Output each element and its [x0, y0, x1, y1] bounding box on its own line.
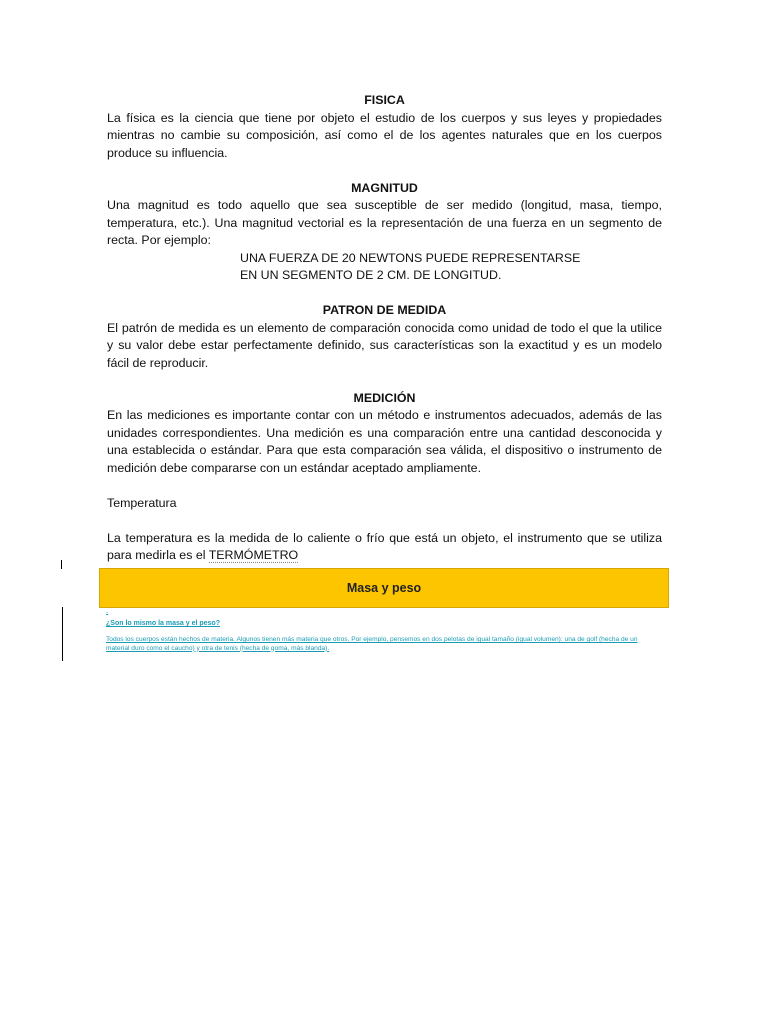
margin-marker	[61, 560, 62, 569]
example-line-1: UNA FUERZA DE 20 NEWTONS PUEDE REPRESENTARSE	[240, 250, 581, 265]
question-link[interactable]: ¿Son lo mismo la masa y el peso?	[106, 620, 220, 627]
heading-patron: PATRON DE MEDIDA	[322, 303, 447, 317]
heading-magnitud: MAGNITUD	[351, 180, 418, 195]
margin-bar	[62, 607, 63, 661]
heading-fisica: FISICA	[364, 93, 405, 107]
paragraph-temperatura	[107, 530, 662, 565]
heading-temperatura: Temperatura	[107, 495, 177, 510]
dot-link[interactable]: .	[106, 606, 109, 615]
heading-medicion: MEDICIÓN	[353, 390, 416, 405]
body-link[interactable]: Todos los cuerpos están hechos de materia. Algunos tienen más materia que otros. Por ejemplo, pensemos en dos pelotas de igual tamaño (igual volumen): una de golf (hecha de un material duro como el caucho) y otra de tenis (hecha de goma, más blanda).	[106, 636, 638, 652]
masa-peso-banner	[99, 568, 669, 608]
example-line-2: EN UN SEGMENTO DE 2 CM. DE LONGITUD.	[240, 268, 502, 282]
paragraph-magnitud: Una magnitud es todo aquello que sea susceptible de ser medido (longitud, masa, tiempo, temperatura, etc.). Una magnitud vectorial es la representación de una fuerza en un segmento de recta. Por ejemplo:	[107, 198, 662, 247]
term-termometro: TERMÓMETRO	[208, 548, 299, 562]
paragraph-patron: El patrón de medida es un elemento de comparación conocida como unidad de todo el que la utilice y su valor debe estar perfectamente definido, sus características son la exactitud y es un modelo fácil de reproducir.	[107, 320, 662, 370]
paragraph-fisica: La física es la ciencia que tiene por objeto el estudio de los cuerpos y sus leyes y propiedades mientras no cambie su composición, así como el de los agentes naturales que en los cuerpos produce su influencia.	[107, 110, 662, 160]
temperatura-text: La temperatura es la medida de lo caliente o frío que está un objeto, el instrumento que se utiliza para medirla es el	[107, 530, 662, 562]
banner-title: Masa y peso	[346, 581, 422, 595]
paragraph-medicion: En las mediciones es importante contar con un método e instrumentos adecuados, además de las unidades correspondientes. Una medición es una comparación entre una cantidad desconocida y una establecida o estándar. Para que esta comparación sea válida, el dispositivo o instrumento de medición debe compararse con un estándar aceptado ampliamente.	[107, 408, 662, 475]
document-body	[107, 92, 662, 565]
